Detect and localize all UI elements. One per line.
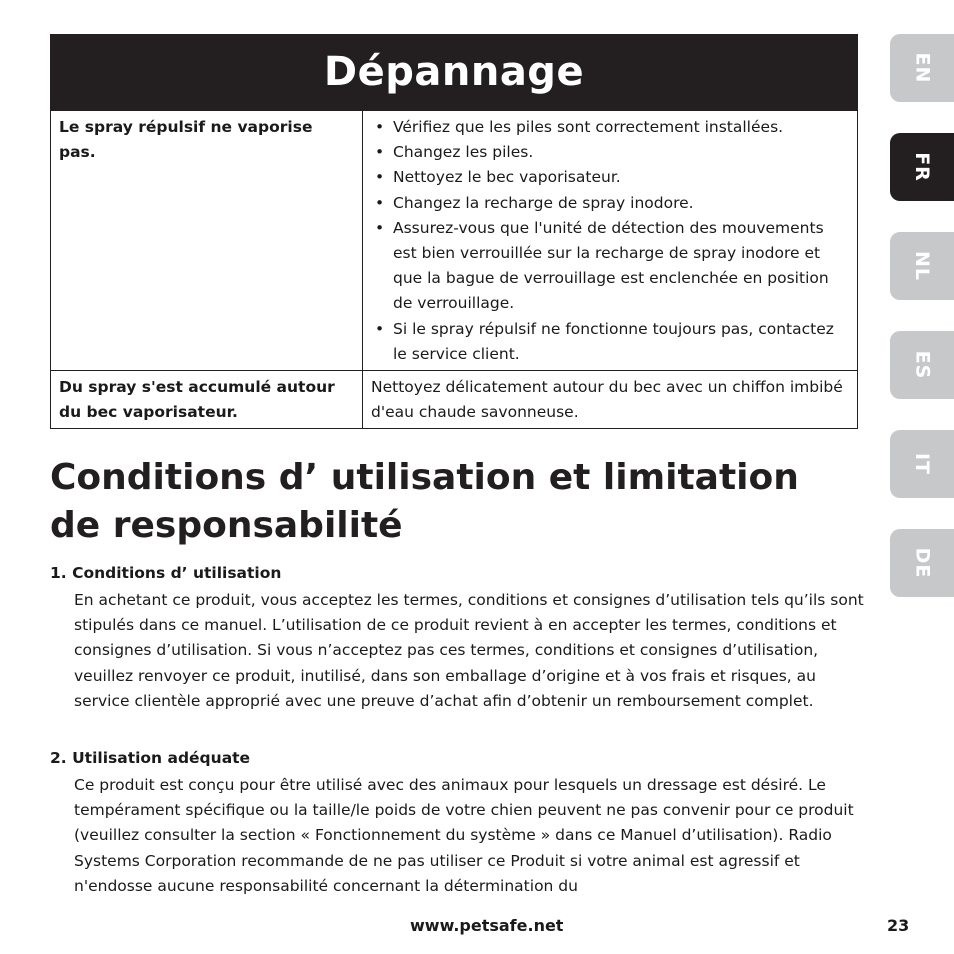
bullet-icon: • [375, 193, 385, 212]
list-item [371, 165, 849, 190]
bullet-icon: • [375, 218, 385, 237]
solution-text: Assurez-vous que l'unité de détection des mouvements est bien verrouillée sur la recharge de spray inodore et que la bague de verrouillage est enclenchée en position de verrouillage. [393, 218, 829, 313]
problem-cell: Du spray s'est accumulé autour du bec vaporisateur. [51, 371, 363, 429]
tab-label: NL [910, 250, 933, 282]
table-row [51, 111, 858, 371]
solution-cell: Nettoyez délicatement autour du bec avec un chiffon imbibé d'eau chaude savonneuse. [363, 371, 858, 429]
bullet-icon: • [375, 143, 385, 162]
tab-label: ES [910, 350, 933, 380]
tab-label: EN [910, 52, 933, 84]
list-item [371, 191, 849, 216]
tab-label: IT [911, 452, 933, 476]
section-heading: 2. Utilisation adéquate [50, 749, 251, 767]
bullet-icon: • [375, 319, 385, 338]
solution-text: Changez les piles. [393, 143, 534, 162]
terms-title: Conditions d’ utilisation et limitation de responsabilité [50, 457, 799, 546]
tab-es[interactable] [890, 331, 954, 399]
page-title: Dépannage [323, 49, 585, 95]
page-number: 23 [887, 916, 910, 935]
list-item [371, 115, 849, 140]
tab-it[interactable] [890, 430, 954, 498]
list-item [371, 317, 849, 367]
section-body: Ce produit est conçu pour être utilisé avec des animaux pour lesquels un dressage est désiré. Le tempérament spécifique ou la taille/le poids de votre chien peuvent ne pas convenir pour ce produit (veuillez consulter la section « Fonctionnement du système » dans ce Manuel d’utilisation). Radio Systems Corporation recommande de ne pas utiliser ce Produit si votre animal est agressif et n'endosse aucune responsabilité concernant la détermination du [74, 776, 854, 895]
tab-de[interactable] [890, 529, 954, 597]
solution-text: Vérifiez que les piles sont correctement installées. [393, 118, 784, 136]
tab-fr[interactable] [890, 133, 954, 201]
solution-text: Nettoyez le bec vaporisateur. [393, 168, 621, 187]
tab-label: DE [910, 547, 933, 579]
bullet-icon: • [375, 118, 385, 136]
list-item [371, 216, 849, 317]
solution-list [371, 115, 849, 367]
bullet-icon: • [375, 168, 385, 187]
page-title-banner [50, 34, 858, 110]
solution-text: Changez la recharge de spray inodore. [393, 193, 694, 212]
tab-nl[interactable] [890, 232, 954, 300]
table-row [51, 371, 858, 429]
section-body: En achetant ce produit, vous acceptez les termes, conditions et consignes d’utilisation tels qu’ils sont stipulés dans ce manuel. L’utilisation de ce produit revient à en accepter les termes, conditions et consignes d’utilisation. Si vous n’acceptez pas ces termes, conditions et consignes d’utilisation, veuillez renvoyer ce produit, inutilisé, dans son emballage d’origine et à vos frais et risques, au service clientèle approprié avec une preuve d’achat afin d’obtenir un remboursement complet. [74, 591, 864, 710]
tab-en[interactable] [890, 34, 954, 102]
solution-cell [363, 111, 858, 371]
problem-cell: Le spray répulsif ne vaporise pas. [51, 111, 363, 371]
troubleshooting-table [50, 110, 858, 429]
solution-text: Si le spray répulsif ne fonctionne toujours pas, contactez le service client. [393, 319, 834, 363]
tab-label: FR [910, 152, 933, 182]
footer-url: www.petsafe.net [410, 916, 564, 935]
list-item [371, 140, 849, 165]
section-heading: 1. Conditions d’ utilisation [50, 564, 282, 582]
